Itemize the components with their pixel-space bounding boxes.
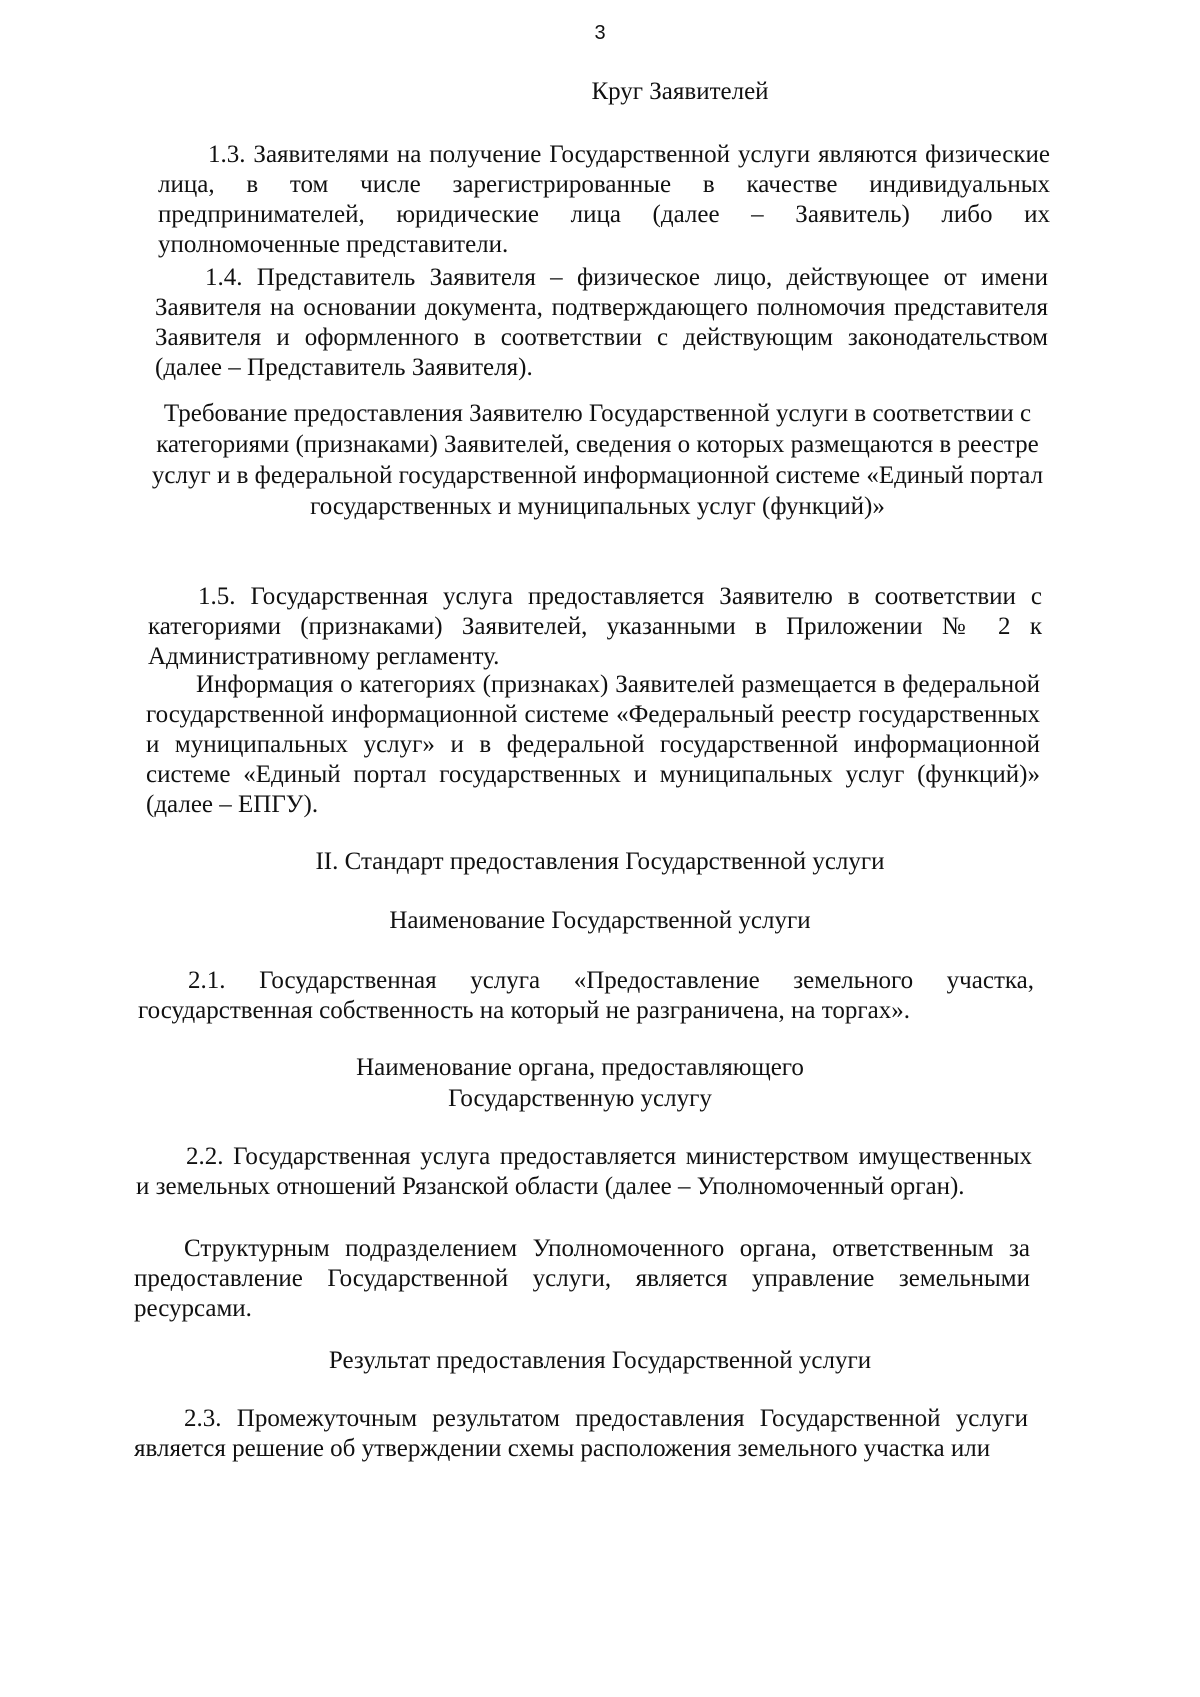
paragraph-info-categories: Информация о категориях (признаках) Заявителей размещается в федеральной государственной информационной системе «Федеральный реестр государственных и муниципальных услуг» и в федеральной государственной информационной системе «Единый портал государственных и муниципальных услуг (функций)» (далее – ЕПГУ). <box>146 671 1040 818</box>
paragraph-2-2: 2.2. Государственная услуга предоставляется министерством имущественных и земельных отношений Рязанской области (далее – Уполномоченный орган). <box>136 1143 1032 1200</box>
heading-applicants: Круг Заявителей <box>591 78 769 105</box>
heading-requirement: Требование предоставления Заявителю Государственной услуги в соответствии с категориями (признаками) Заявителей, сведения о которых размещаются в реестре услуг и в федеральной государственной информационной системе «Единый портал государственных и муниципальных услуг (функций)» <box>151 400 1044 520</box>
heading-service-name: Наименование Государственной услуги <box>389 907 811 934</box>
heading-result: Результат предоставления Государственной услуги <box>328 1347 872 1374</box>
paragraph-1-5: 1.5. Государственная услуга предоставляется Заявителю в соответствии с категориями (признаками) Заявителей, указанными в Приложении № 2 к Административному регламенту. <box>148 583 1042 670</box>
paragraph-2-3: 2.3. Промежуточным результатом предоставления Государственной услуги является решение об утверждении схемы расположения земельного участка или <box>134 1405 1028 1462</box>
heading-authority-name: Наименование органа, предоставляющего Государственную услугу <box>356 1054 804 1112</box>
paragraph-structural-division: Структурным подразделением Уполномоченного органа, ответственным за предоставление Государственной услуги, является управление земельными ресурсами. <box>134 1235 1030 1322</box>
page-number: 3 <box>594 22 606 44</box>
paragraph-1-4: 1.4. Представитель Заявителя – физическое лицо, действующее от имени Заявителя на основании документа, подтверждающего полномочия представителя Заявителя и оформленного в соответствии с действующим законодательством (далее – Представитель Заявителя). <box>155 264 1048 381</box>
paragraph-2-1: 2.1. Государственная услуга «Предоставление земельного участка, государственная собственность на который не разграничена, на торгах». <box>138 967 1034 1024</box>
heading-standard: II. Стандарт предоставления Государственной услуги <box>315 848 885 875</box>
paragraph-1-3: 1.3. Заявителями на получение Государственной услуги являются физические лица, в том числе зарегистрированные в качестве индивидуальных предпринимателей, юридические лица (далее – Заявитель) либо их уполномоченные представители. <box>158 141 1050 258</box>
